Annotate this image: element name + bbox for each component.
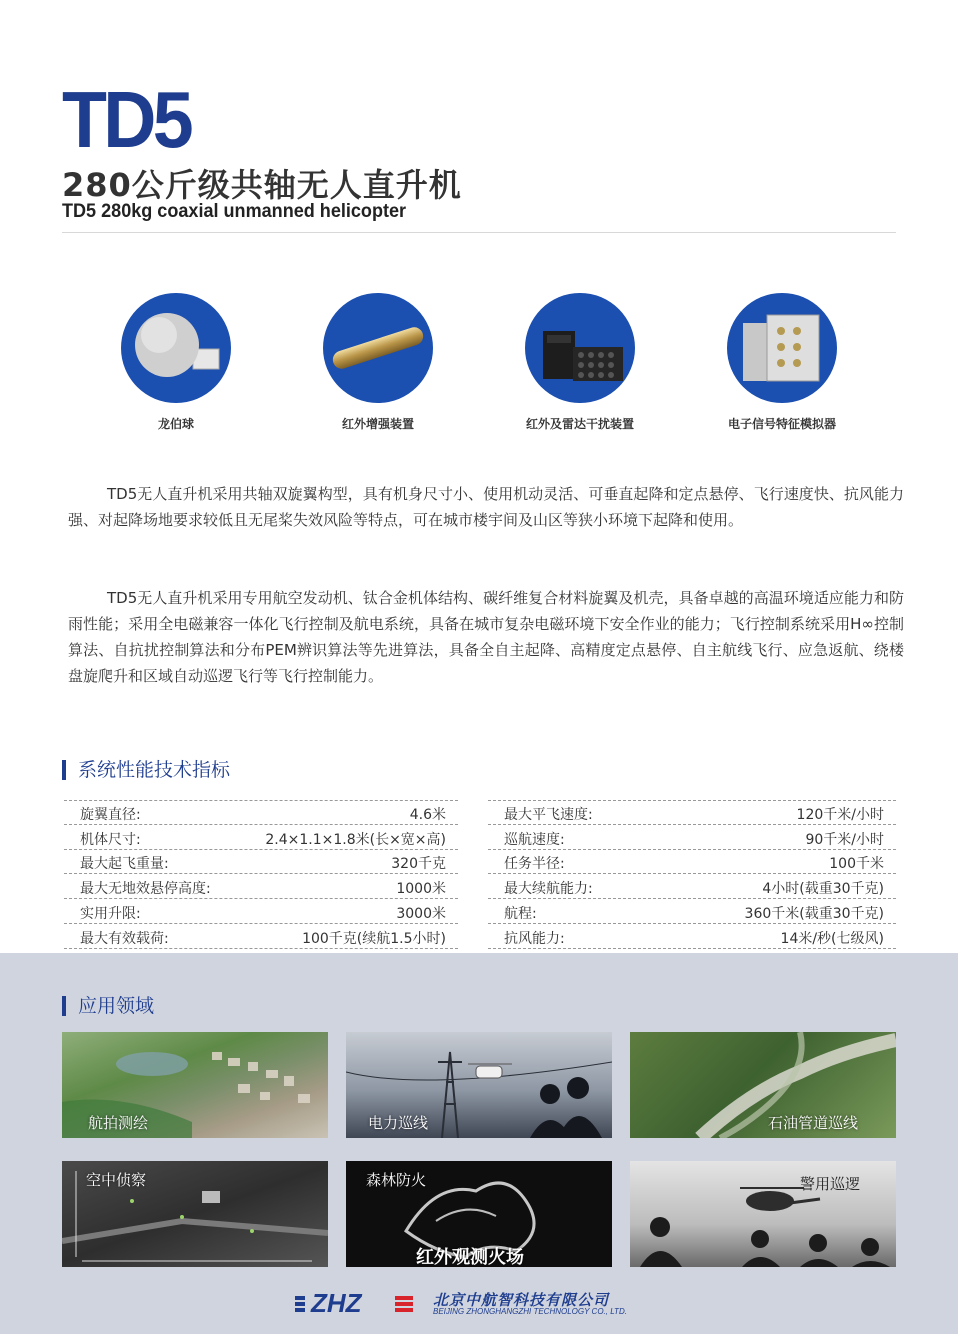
spec-row: [64, 874, 458, 899]
spec-label: 抗风能力:: [504, 930, 565, 947]
spec-row: [64, 924, 458, 949]
application-label: 电力巡线: [368, 1114, 429, 1132]
spec-value: 4.6米: [409, 806, 446, 823]
applications-section-title: 应用领域: [62, 996, 154, 1016]
application-label: 警用巡逻: [800, 1175, 861, 1193]
application-tile-power-line: [346, 1032, 612, 1138]
product-label: 红外增强装置: [341, 417, 414, 431]
application-label: 航拍测绘: [88, 1114, 149, 1132]
product-label: 龙伯球: [157, 417, 194, 431]
description-paragraph-1: TD5无人直升机采用共轴双旋翼构型，具有机身尺寸小、使用机动灵活、可垂直起降和定点悬停、飞行速度快、抗风能力强、对起降场地要求较低且无尾桨失效风险等特点，可在城市楼宇间及山区等狭小环境下起降和使用。: [68, 485, 904, 529]
spec-label: 巡航速度:: [504, 831, 565, 848]
application-tile-aerial-mapping: [62, 1032, 328, 1138]
spec-row: [488, 850, 896, 875]
infrared-rod-icon: [323, 293, 433, 403]
application-sublabel: 红外观测火场: [416, 1247, 524, 1267]
spec-value: 1000米: [396, 881, 446, 898]
company-logo: [295, 1290, 665, 1318]
company-name-cn: 北京中航智科技有限公司: [433, 1291, 610, 1309]
spec-value: 100千克(续航1.5小时): [302, 930, 446, 947]
spec-value: 360千米(载重30千克): [744, 905, 884, 922]
spec-label: 最大续航能力:: [504, 881, 593, 898]
jammer-device-icon: [525, 293, 635, 403]
spec-value: 2.4×1.1×1.8米(长×宽×高): [265, 831, 446, 848]
spec-value: 90千米/小时: [805, 831, 884, 848]
specs-table-left: [64, 800, 458, 949]
description-paragraph-2: TD5无人直升机采用专用航空发动机、钛合金机体结构、碳纤维复合材料旋翼及机壳，具备卓越的高温环境适应能力和防雨性能；采用全电磁兼容一体化飞行控制及航电系统，具备在城市复杂电磁环境下安全作业的能力；飞行控制系统采用H∞控制算法、自抗扰控制算法和分布PEM辨识算法等先进算法，具备全自主起降、高精度定点悬停、自主航线飞行、应急返航、绕楼盘旋爬升和区域自动巡逻飞行等飞行控制能力。: [68, 589, 904, 685]
spec-value: 100千米: [829, 856, 884, 873]
spec-row: [488, 924, 896, 949]
spec-value: 4小时(载重30千克): [762, 881, 884, 898]
spec-label: 机体尺寸:: [80, 831, 141, 848]
spec-value: 320千克: [391, 856, 446, 873]
product-item-luneberg-ball: [91, 293, 261, 432]
spec-label: 实用升限:: [80, 905, 141, 922]
spec-row: [488, 899, 896, 924]
model-name: TD5: [62, 75, 191, 164]
spec-row: [64, 850, 458, 875]
spec-value: 120千米/小时: [796, 806, 884, 823]
page-title: 280公斤级共轴无人直升机: [62, 166, 462, 204]
application-tile-forest-fire: [346, 1161, 612, 1267]
spec-value: 3000米: [396, 905, 446, 922]
company-name-en: BEIJING ZHONGHANGZHI TECHNOLOGY CO., LTD.: [433, 1307, 627, 1316]
product-label: 红外及雷达干扰装置: [525, 417, 634, 431]
product-item-jammer: [495, 293, 665, 432]
spec-row: [488, 874, 896, 899]
spec-row: [488, 800, 896, 825]
application-label: 空中侦察: [86, 1171, 147, 1189]
spec-label: 航程:: [504, 905, 537, 922]
spec-label: 任务半径:: [504, 856, 565, 873]
spec-row: [64, 899, 458, 924]
application-label: 森林防火: [366, 1171, 427, 1189]
application-label: 石油管道巡线: [768, 1114, 859, 1132]
signal-simulator-icon: [727, 293, 837, 403]
spec-row: [64, 800, 458, 825]
application-tile-reconnaissance: [62, 1161, 328, 1267]
spec-label: 最大平飞速度:: [504, 806, 593, 823]
spec-label: 最大无地效悬停高度:: [80, 881, 211, 898]
page-subtitle: TD5 280kg coaxial unmanned helicopter: [62, 201, 407, 222]
product-label: 电子信号特征模拟器: [727, 417, 836, 431]
specs-table-right: [488, 800, 896, 949]
title-divider: [62, 232, 896, 233]
logo-text: ZHZ: [311, 1288, 362, 1318]
spec-value: 14米/秒(七级风): [780, 930, 884, 947]
product-item-infrared-enhancer: [293, 293, 463, 432]
spec-label: 最大起飞重量:: [80, 856, 169, 873]
specs-section-title: 系统性能技术指标: [62, 760, 230, 780]
luneberg-ball-icon: [121, 293, 231, 403]
spec-label: 最大有效载荷:: [80, 930, 169, 947]
application-tile-pipeline: [630, 1032, 896, 1138]
spec-row: [64, 825, 458, 850]
product-item-signal-simulator: [697, 293, 867, 432]
application-tile-police-patrol: [630, 1161, 896, 1267]
spec-label: 旋翼直径:: [80, 806, 141, 823]
spec-row: [488, 825, 896, 850]
